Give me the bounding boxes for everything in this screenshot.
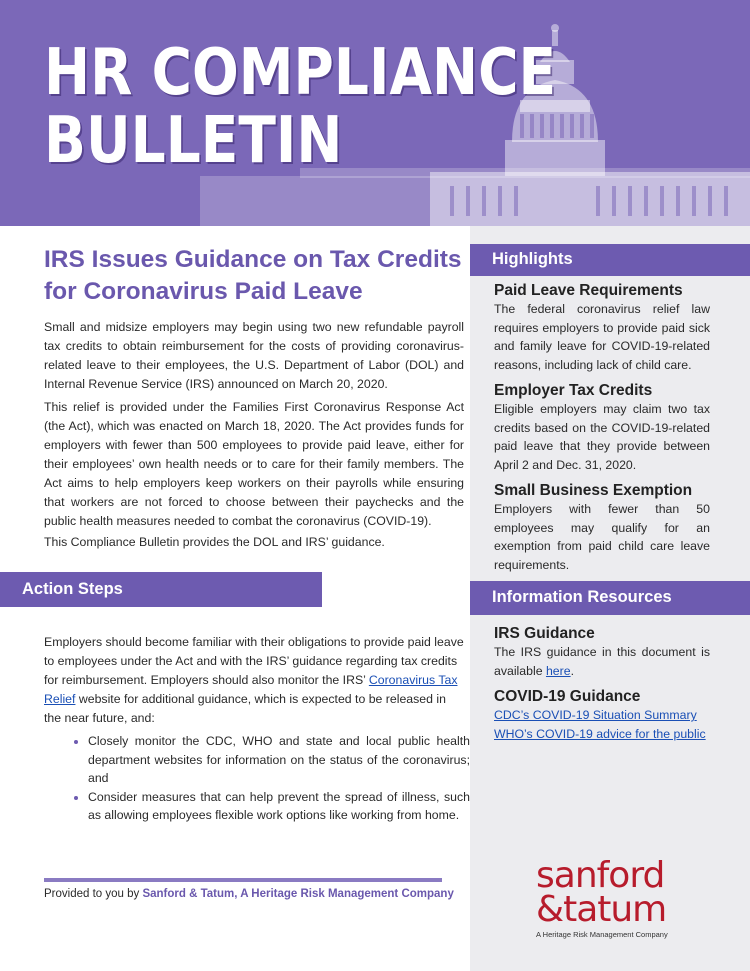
highlight-text-tax-credits: Eligible employers may claim two tax credits based on the COVID-19-related paid leave that they provide between April 2 and Dec. 31, 2020. bbox=[494, 402, 710, 472]
highlights-heading: Highlights bbox=[492, 250, 573, 268]
footer-company: Sanford & Tatum, A Heritage Risk Management Company bbox=[142, 888, 454, 900]
action-steps-intro-text-end: website for additional guidance, which is expected to be released in the near future, and: bbox=[44, 692, 446, 725]
coronavirus-tax-relief-link[interactable]: Coronavirus Tax Relief bbox=[44, 673, 458, 706]
action-steps-heading: Action Steps bbox=[22, 580, 123, 598]
highlight-title-small-business: Small Business Exemption bbox=[494, 482, 693, 499]
footer-divider bbox=[44, 878, 442, 882]
footer-credit bbox=[44, 888, 454, 900]
logo-line1: sanford bbox=[536, 855, 665, 896]
bulletin-title-line1: HR COMPLIANCE bbox=[44, 36, 557, 110]
action-steps-bar bbox=[0, 572, 322, 607]
information-resources-bar bbox=[470, 581, 750, 615]
highlight-text-paid-leave: The federal coronavirus relief law requires employers to provide paid sick and family leave for COVID-19-related reasons, including lack of child care. bbox=[494, 302, 710, 372]
action-steps-intro-text: Employers should become familiar with their obligations to provide paid leave to employees under the Act and with the IRS’ guidance regarding tax credits for reimbursement. Employers should also monitor the IRS’ bbox=[44, 635, 464, 687]
logo-tagline: A Heritage Risk Management Company bbox=[536, 930, 668, 939]
highlight-title-tax-credits: Employer Tax Credits bbox=[494, 382, 653, 399]
irs-guidance-here-link[interactable]: here bbox=[545, 663, 571, 678]
article-paragraph-1: Small and midsize employers may begin using two new refundable payroll tax credits to obtain reimbursement for the costs of providing coronavirus-related leave to their employees, the U.S. Department of Labor (DOL) and Internal Revenue Service (IRS) announced on March 20, 2020. bbox=[44, 320, 464, 391]
covid-guidance-links bbox=[494, 706, 710, 743]
irs-guidance-text-start: The IRS guidance in this document is available bbox=[494, 645, 710, 678]
article-paragraph-3: This Compliance Bulletin provides the DOL and IRS’ guidance. bbox=[44, 535, 385, 549]
covid-guidance-title: COVID-19 Guidance bbox=[494, 688, 641, 705]
highlights-bar bbox=[470, 244, 750, 276]
highlight-text-small-business: Employers with fewer than 50 employees may qualify for an exemption from paid child care leave requirements. bbox=[494, 502, 710, 572]
irs-guidance-text bbox=[494, 643, 710, 680]
information-resources-heading: Information Resources bbox=[492, 588, 672, 606]
action-steps-intro bbox=[44, 633, 464, 728]
article-paragraph-2: This relief is provided under the Families First Coronavirus Response Act (the Act), which was enacted on March 18, 2020. The Act provides funds for employers with fewer than 500 employees to provide paid leave, either for their employees’ own health needs or to care for their family members. The Act aims to help employers keep workers on their payrolls while ensuring that workers are not forced to choose between their paychecks and the public health measures needed to combat the coronavirus (COVID-19). bbox=[44, 400, 464, 528]
list-item: • Consider measures that can help prevent the spread of illness, such as allowing employees flexible work options like working from home. bbox=[88, 788, 470, 825]
header-banner bbox=[0, 0, 750, 226]
action-steps-list bbox=[66, 732, 470, 825]
footer-prefix: Provided to you by bbox=[44, 888, 143, 900]
who-advice-link[interactable]: WHO’s COVID-19 advice for the public bbox=[494, 726, 706, 741]
article-headline: IRS Issues Guidance on Tax Credits for Coronavirus Paid Leave bbox=[44, 246, 462, 305]
bulletin-title-line2: BULLETIN bbox=[44, 104, 343, 178]
irs-guidance-text-end: . bbox=[570, 663, 575, 678]
irs-guidance-title: IRS Guidance bbox=[494, 625, 595, 642]
cdc-situation-summary-link[interactable]: CDC’s COVID-19 Situation Summary bbox=[494, 708, 697, 722]
logo-line2: &tatum bbox=[536, 889, 667, 930]
list-item: • Closely monitor the CDC, WHO and state and local public health department websites for information on the status of the coronavirus; and bbox=[88, 732, 470, 788]
highlight-title-paid-leave: Paid Leave Requirements bbox=[494, 282, 683, 299]
